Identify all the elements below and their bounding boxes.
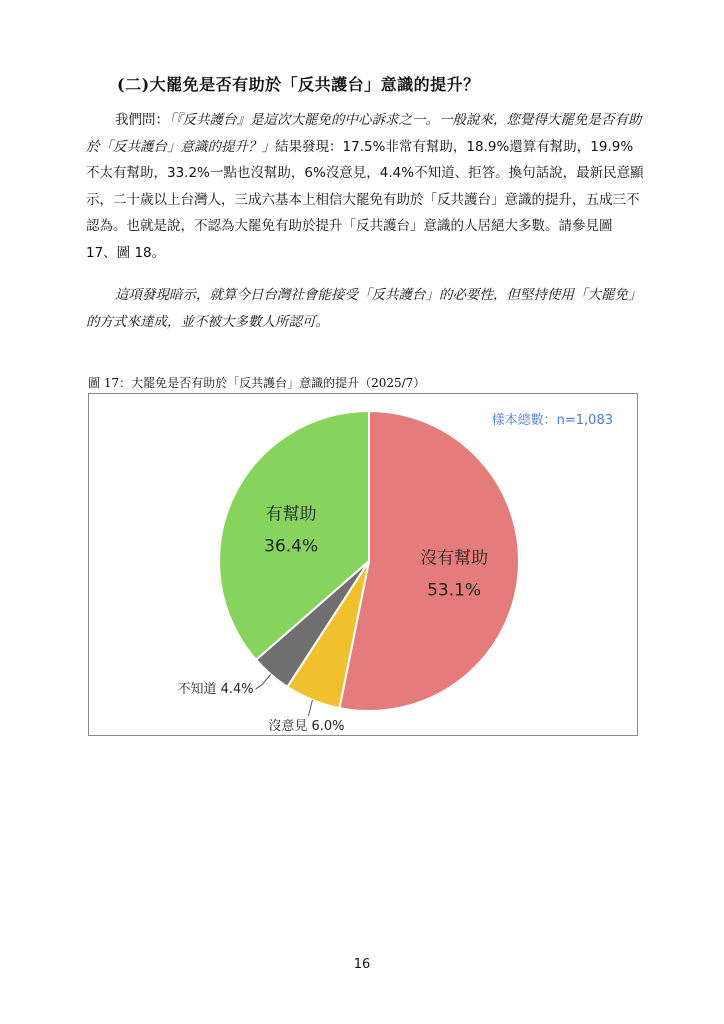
slice-value-4: 36.4% [264, 536, 319, 557]
slice-label-4: 有幫助 [265, 504, 317, 525]
pie-chart [89, 394, 639, 737]
survey-question: 「『反共護台』是這次大罷免的中心訴求之一。一般說來，您覺得大罷免是否有助於「反共護台」意識的提升？」 [86, 112, 642, 155]
question-lead: 我們問： [115, 112, 169, 128]
figure-caption: 圖 17：大罷免是否有助於「反共護台」意識的提升（2025/7） [88, 376, 426, 390]
results-text: 結果發現：17.5%非常有幫助，18.9%還算有幫助，19.9%不太有幫助，33.2%一點也沒幫助，6%沒意見，4.4%不知道、拒答。換句話說，最新民意顯示，二十歲以上台灣人，三成六基本上相信大罷免有助於「反共護台」意識的提升，五成三不認為。也就是說，不認為大罷免有助於提升「反共護台」意識的人居絕大多數。請參見圖 17、圖 18。 [86, 138, 644, 261]
sample-size-annotation: 樣本總數：n=1,083 [491, 413, 613, 428]
slice-outside-label-2: 沒意見 6.0% [268, 718, 345, 734]
page-number: 16 [353, 957, 371, 972]
slice-outside-label-3: 不知道 4.4% [177, 681, 254, 697]
paragraph-implication: 這項發現暗示，就算今日台灣社會能接受「反共護台」的必要性，但堅持使用「大罷免」的方式來達成，並不被大多數人所認可。 [86, 287, 642, 330]
slice-label-1: 沒有幫助 [420, 548, 489, 569]
paragraph-results [86, 107, 644, 266]
leader-line-2 [308, 700, 312, 716]
leader-line-3 [256, 674, 271, 689]
slice-value-1: 53.1% [427, 580, 482, 601]
pie-chart-frame [88, 393, 638, 736]
section-title: (二)大罷免是否有助於「反共護台」意識的提升？ [117, 75, 480, 94]
